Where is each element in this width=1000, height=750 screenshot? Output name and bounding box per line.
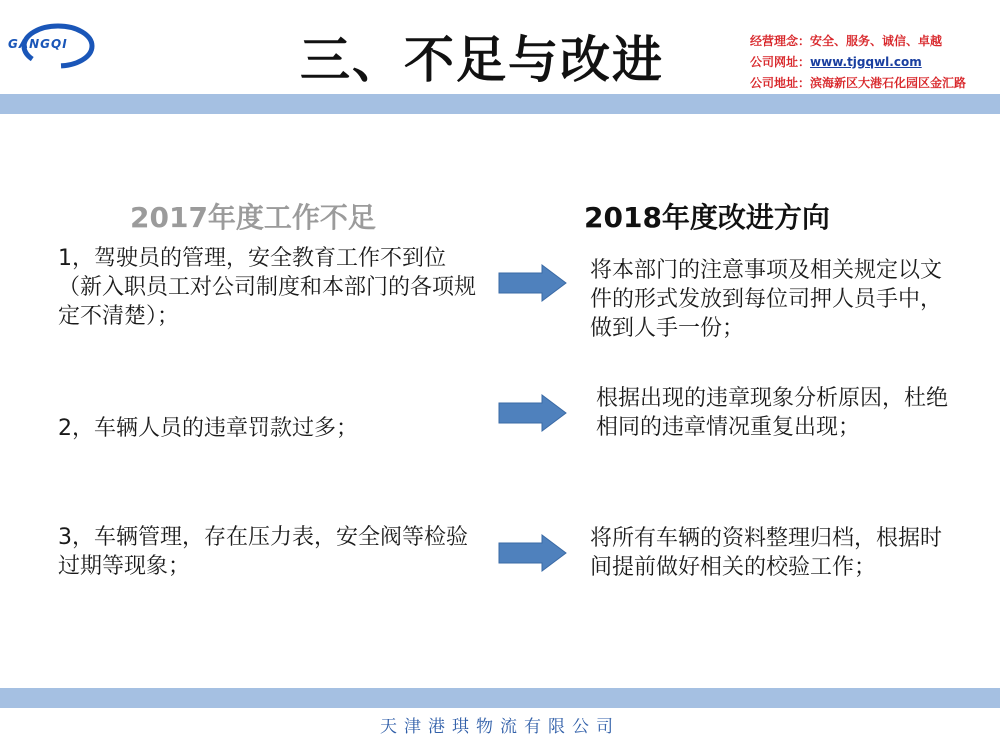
info-line-website xyxy=(750,53,922,70)
problem-item: 2，车辆人员的违章罚款过多； xyxy=(58,416,358,441)
improvement-item: 将所有车辆的资料整理归档，根据时间提前做好相关的校验工作； xyxy=(590,526,943,580)
header-band xyxy=(0,94,1000,114)
problem-item: 1，驾驶员的管理，安全教育工作不到位（新入职员工对公司制度和本部门的各项规定不清楚）； xyxy=(58,246,477,329)
right-arrow-icon xyxy=(498,534,568,572)
info-value: 安全、服务、诚信、卓越 xyxy=(810,34,943,48)
problem-item: 3，车辆管理，存在压力表，安全阀等检验过期等现象； xyxy=(58,525,468,579)
info-line-address xyxy=(750,74,966,91)
footer-band xyxy=(0,688,1000,708)
right-arrow-icon xyxy=(498,264,568,302)
logo-text: GANGQI xyxy=(8,37,68,51)
improvement-item: 将本部门的注意事项及相关规定以文件的形式发放到每位司押人员手中，做到人手一份； xyxy=(590,258,943,341)
left-column-heading: 2017年度工作不足 xyxy=(130,201,376,234)
info-label: 公司网址： xyxy=(750,55,811,69)
info-label: 公司地址： xyxy=(750,76,811,90)
info-value: 滨海新区大港石化园区金汇路 xyxy=(810,76,967,90)
right-arrow-icon xyxy=(498,394,568,432)
website-link[interactable]: www.tjgqwl.com xyxy=(810,55,922,69)
page-title: 三、不足与改进 xyxy=(300,31,664,89)
info-label: 经营理念： xyxy=(750,34,811,48)
footer-company-name: 天津港琪物流有限公司 xyxy=(380,717,620,737)
info-line-philosophy xyxy=(750,32,942,49)
improvement-item: 根据出现的违章现象分析原因，杜绝相同的违章情况重复出现； xyxy=(596,386,949,440)
right-column-heading: 2018年度改进方向 xyxy=(584,201,830,234)
